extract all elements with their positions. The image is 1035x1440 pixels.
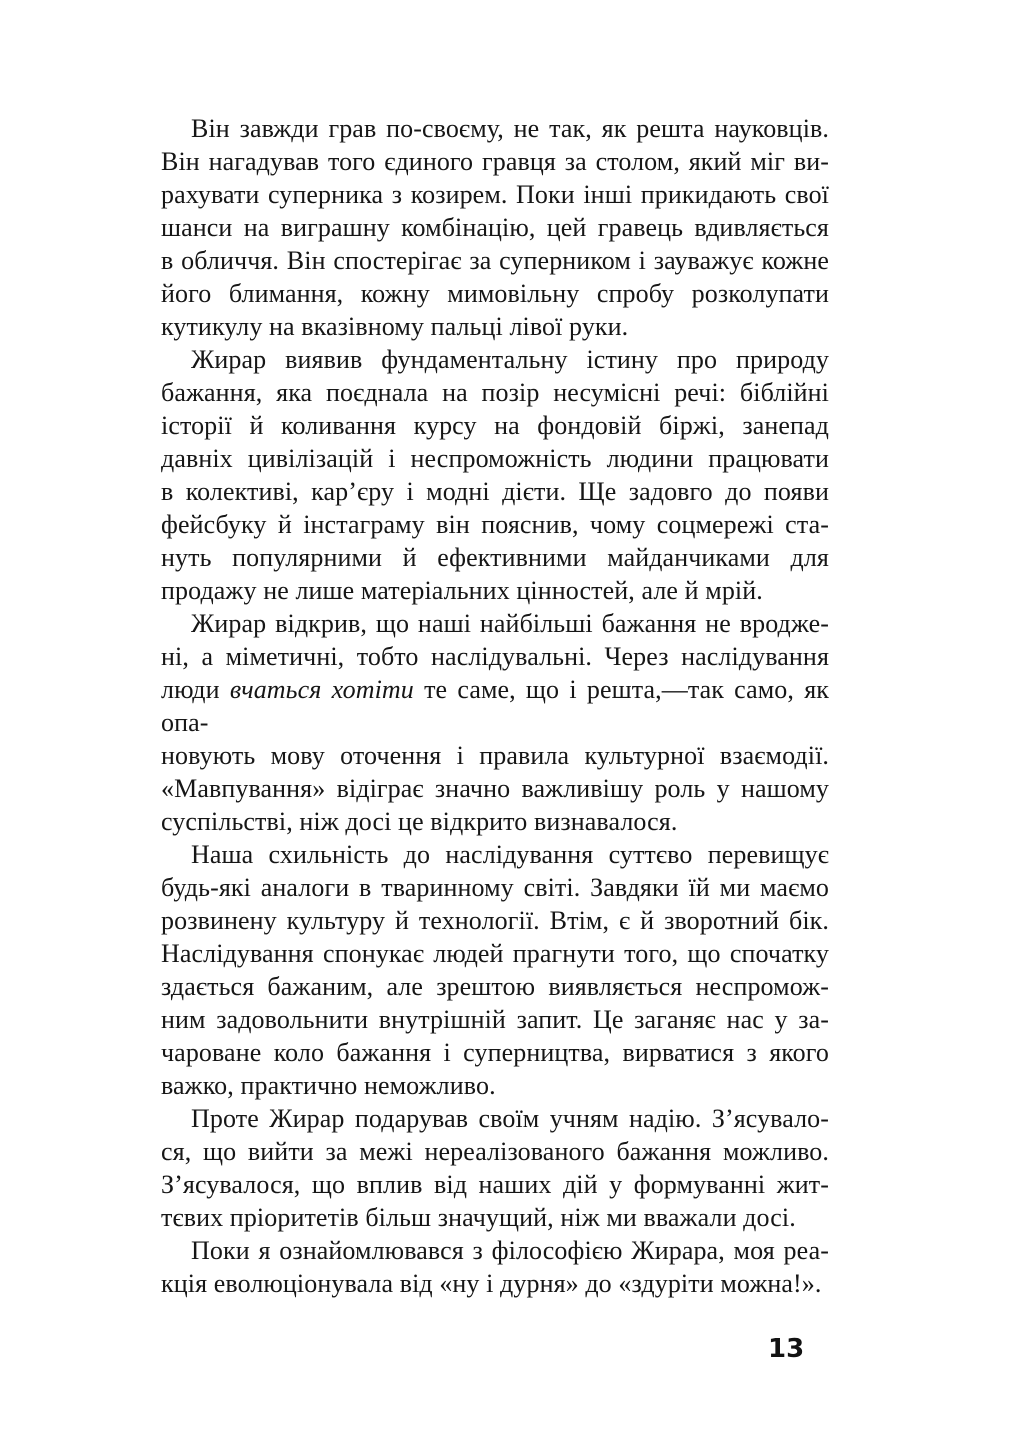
text-line: Наша схильність до наслідування суттєво перевищує [191,840,829,869]
text-line: ні, а міметичні, тобто наслідувальні. Через наслідування [161,642,829,671]
text-line: чароване коло бажання і суперництва, вирватися з якого [161,1038,829,1067]
text-line: нуть популярними й ефективними майданчиками для [161,543,829,572]
text-line: в колективі, кар’єру і модні дієти. Ще задовго до появи [161,477,829,506]
text-line: люди вчаться хотіти те саме, що і решта,—так само, як опа- [161,675,829,737]
text-line: Жирар виявив фундаментальну істину про природу [191,345,829,374]
text-line: Жирар відкрив, що наші найбільші бажання не вродже- [191,609,829,638]
text-line: здається бажаним, але зрештою виявляється неспромож- [161,972,829,1001]
italic-phrase: вчаться хотіти [229,675,414,704]
text-line: кутикулу на вказівному пальці лівої руки. [161,312,629,341]
text-line: новують мову оточення і правила культурної взаємодії. [161,741,829,770]
text-line: Поки я ознайомлювався з філософією Жирара, моя реа- [191,1236,829,1265]
text-line: розвинену культуру й технології. Втім, є й зворотний бік. [161,906,829,935]
text-line: «Мавпування» відіграє значно важливішу роль у нашому [161,774,829,803]
page-text [161,112,829,1300]
text-line: давніх цивілізацій і неспроможність людини працювати [161,444,829,473]
text-line: ся, що вийти за межі нереалізованого бажання можливо. [161,1137,829,1166]
text-line: фейсбуку й інстаграму він пояснив, чому соцмережі ста- [161,510,829,539]
page-number: 13 [768,1334,805,1364]
text-line: продажу не лише матеріальних цінностей, але й мрій. [161,576,763,605]
text-line: в обличчя. Він спостерігає за суперником і зауважує кожне [161,246,829,275]
text-line: Проте Жирар подарував своїм учням надію. З’ясувало- [191,1104,829,1133]
text-line: ним задовольнити внутрішній запит. Це заганяє нас у за- [161,1005,829,1034]
text-line: його блимання, кожну мимовільну спробу розколупати [161,279,829,308]
text-line: кція еволюціонувала від «ну і дурня» до «здуріти можна!». [161,1269,822,1298]
text-line: шанси на виграшну комбінацію, цей гравець вдивляється [161,213,829,242]
text-line: суспільстві, ніж досі це відкрито визнавалося. [161,807,678,836]
text-line: Він завжди грав по-своєму, не так, як решта науковців. [191,114,829,143]
text-line: важко, практично неможливо. [161,1071,496,1100]
text-line: тєвих пріоритетів більш значущий, ніж ми вважали досі. [161,1203,796,1232]
text-line: історії й коливання курсу на фондовій біржі, занепад [161,411,829,440]
text-line: бажання, яка поєднала на позір несумісні речі: біблійні [161,378,829,407]
text-line: Він нагадував того єдиного гравця за столом, який міг ви- [161,147,829,176]
text-line: З’ясувалося, що вплив від наших дій у формуванні жит- [161,1170,829,1199]
text-line: Наслідування спонукає людей прагнути того, що спочатку [161,939,829,968]
text-line: будь-які аналоги в тваринному світі. Завдяки їй ми маємо [161,873,829,902]
text-line: рахувати суперника з козирем. Поки інші прикидають свої [161,180,829,209]
